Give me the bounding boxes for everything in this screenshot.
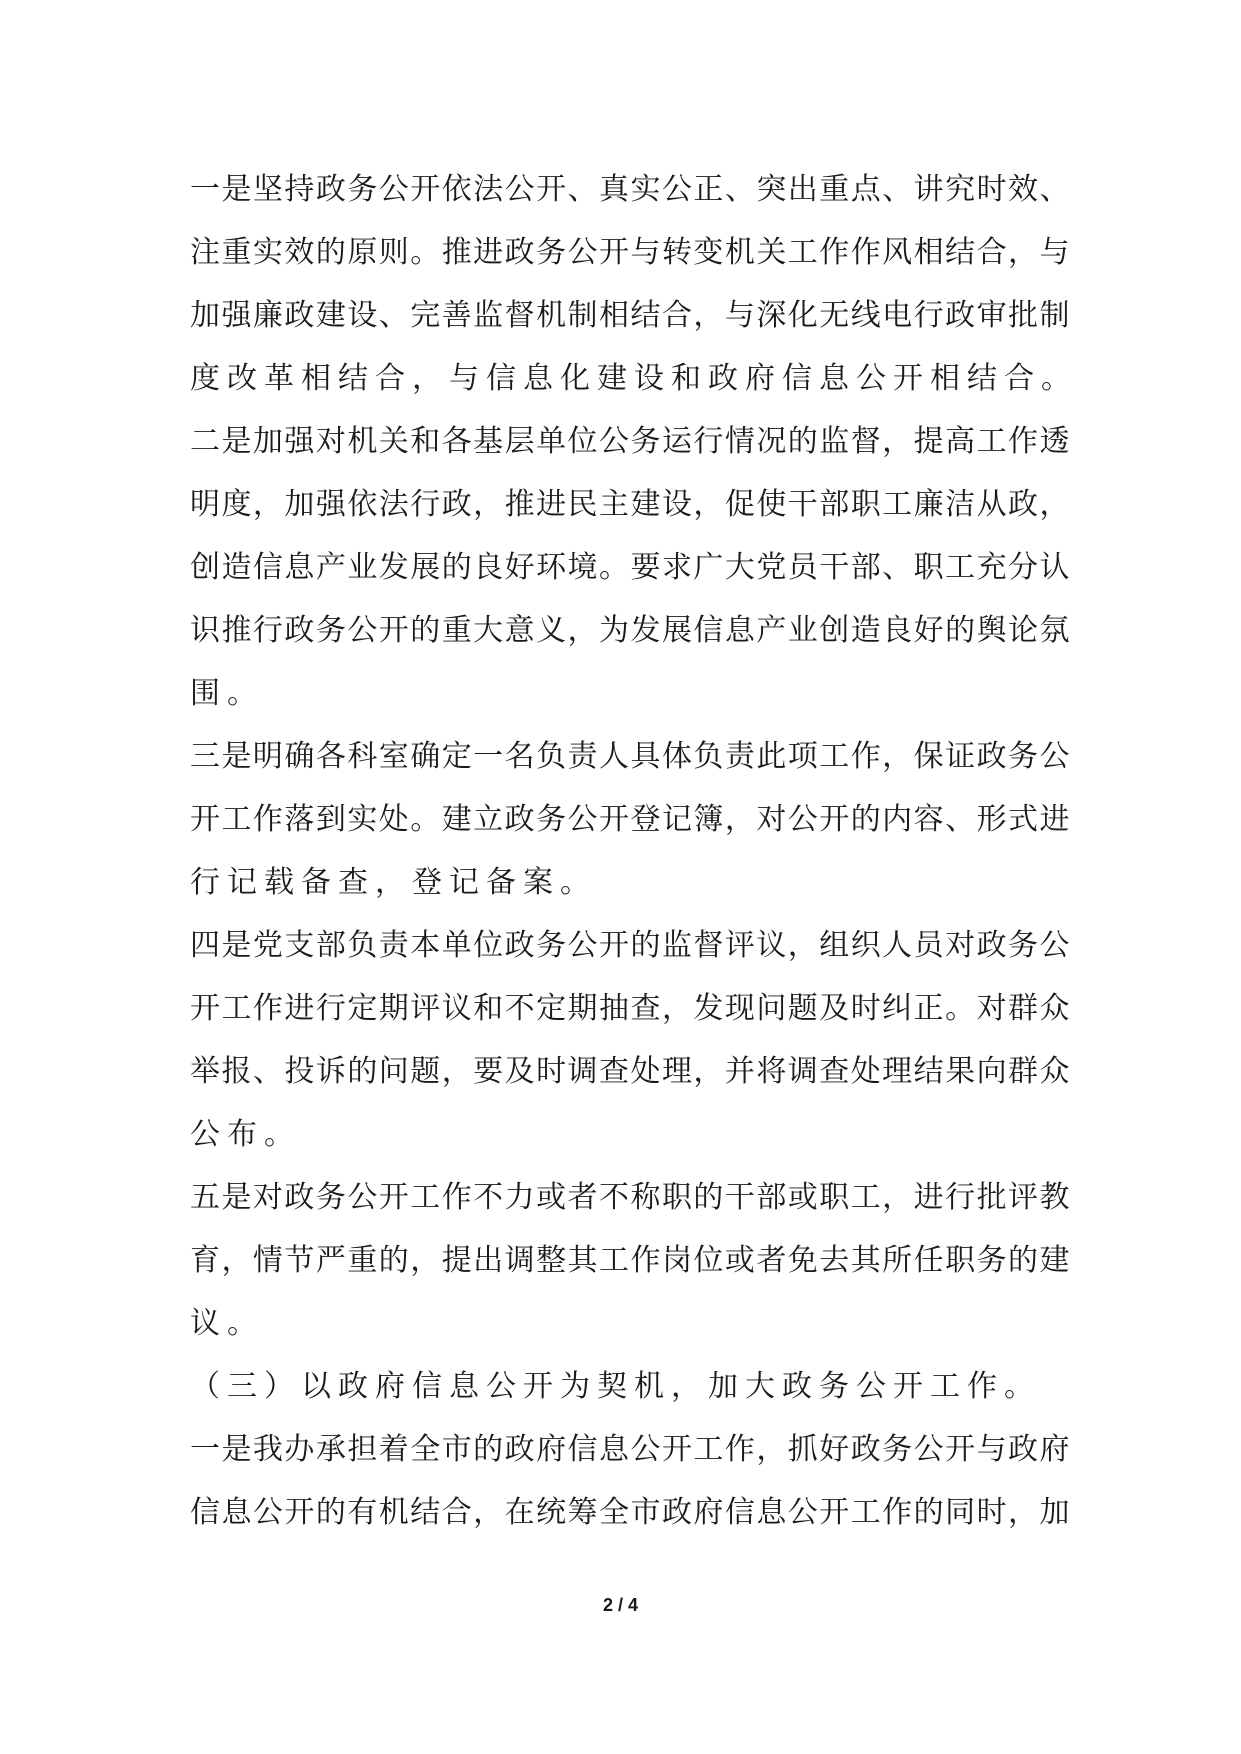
text-line: 一是坚持政务公开依法公开、真实公正、突出重点、讲究时效、	[190, 172, 1070, 207]
text-line: 明度，加强依法行政，推进民主建设，促使干部职工廉洁从政，	[190, 487, 1070, 522]
section-heading	[190, 1355, 1070, 1418]
paragraph-5	[190, 1166, 1070, 1355]
text-line: 信息公开的有机结合，在统筹全市政府信息公开工作的同时，加	[190, 1495, 1070, 1530]
text-line: 举报、投诉的问题，要及时调查处理，并将调查处理结果向群众	[190, 1054, 1070, 1089]
body-text	[190, 158, 1078, 1544]
text-line: （三）以政府信息公开为契机，加大政务公开工作。	[190, 1369, 1041, 1404]
text-line: 行记载备查，登记备案。	[190, 865, 597, 900]
paragraph-2	[190, 410, 1070, 725]
text-line: 注重实效的原则。推进政务公开与转变机关工作作风相结合，与	[190, 235, 1070, 270]
text-line: 四是党支部负责本单位政务公开的监督评议，组织人员对政务公	[190, 928, 1070, 963]
page-number: 2 / 4	[602, 1595, 639, 1615]
text-line: 二是加强对机关和各基层单位公务运行情况的监督，提高工作透	[190, 424, 1070, 459]
text-line: 识推行政务公开的重大意义，为发展信息产业创造良好的舆论氛	[190, 613, 1070, 648]
text-line: 议。	[190, 1306, 264, 1341]
text-line: 育，情节严重的，提出调整其工作岗位或者免去其所任职务的建	[190, 1243, 1070, 1278]
text-line: 三是明确各科室确定一名负责人具体负责此项工作，保证政务公	[190, 739, 1070, 774]
text-line: 创造信息产业发展的良好环境。要求广大党员干部、职工充分认	[190, 550, 1070, 585]
text-line: 加强廉政建设、完善监督机制相结合，与深化无线电行政审批制	[190, 298, 1070, 333]
text-line: 围。	[190, 676, 264, 711]
paragraph-1	[190, 158, 1078, 410]
paragraph-6	[190, 1418, 1070, 1544]
text-line: 一是我办承担着全市的政府信息公开工作，抓好政务公开与政府	[190, 1432, 1070, 1467]
text-line: 开工作落到实处。建立政务公开登记簿，对公开的内容、形式进	[190, 802, 1070, 837]
paragraph-3	[190, 725, 1070, 914]
text-line: 公布。	[190, 1117, 301, 1152]
text-line: 度改革相结合，与信息化建设和政府信息公开相结合。	[190, 361, 1078, 396]
text-line: 五是对政务公开工作不力或者不称职的干部或职工，进行批评教	[190, 1180, 1070, 1215]
text-line: 开工作进行定期评议和不定期抽查，发现问题及时纠正。对群众	[190, 991, 1070, 1026]
paragraph-4	[190, 914, 1070, 1166]
